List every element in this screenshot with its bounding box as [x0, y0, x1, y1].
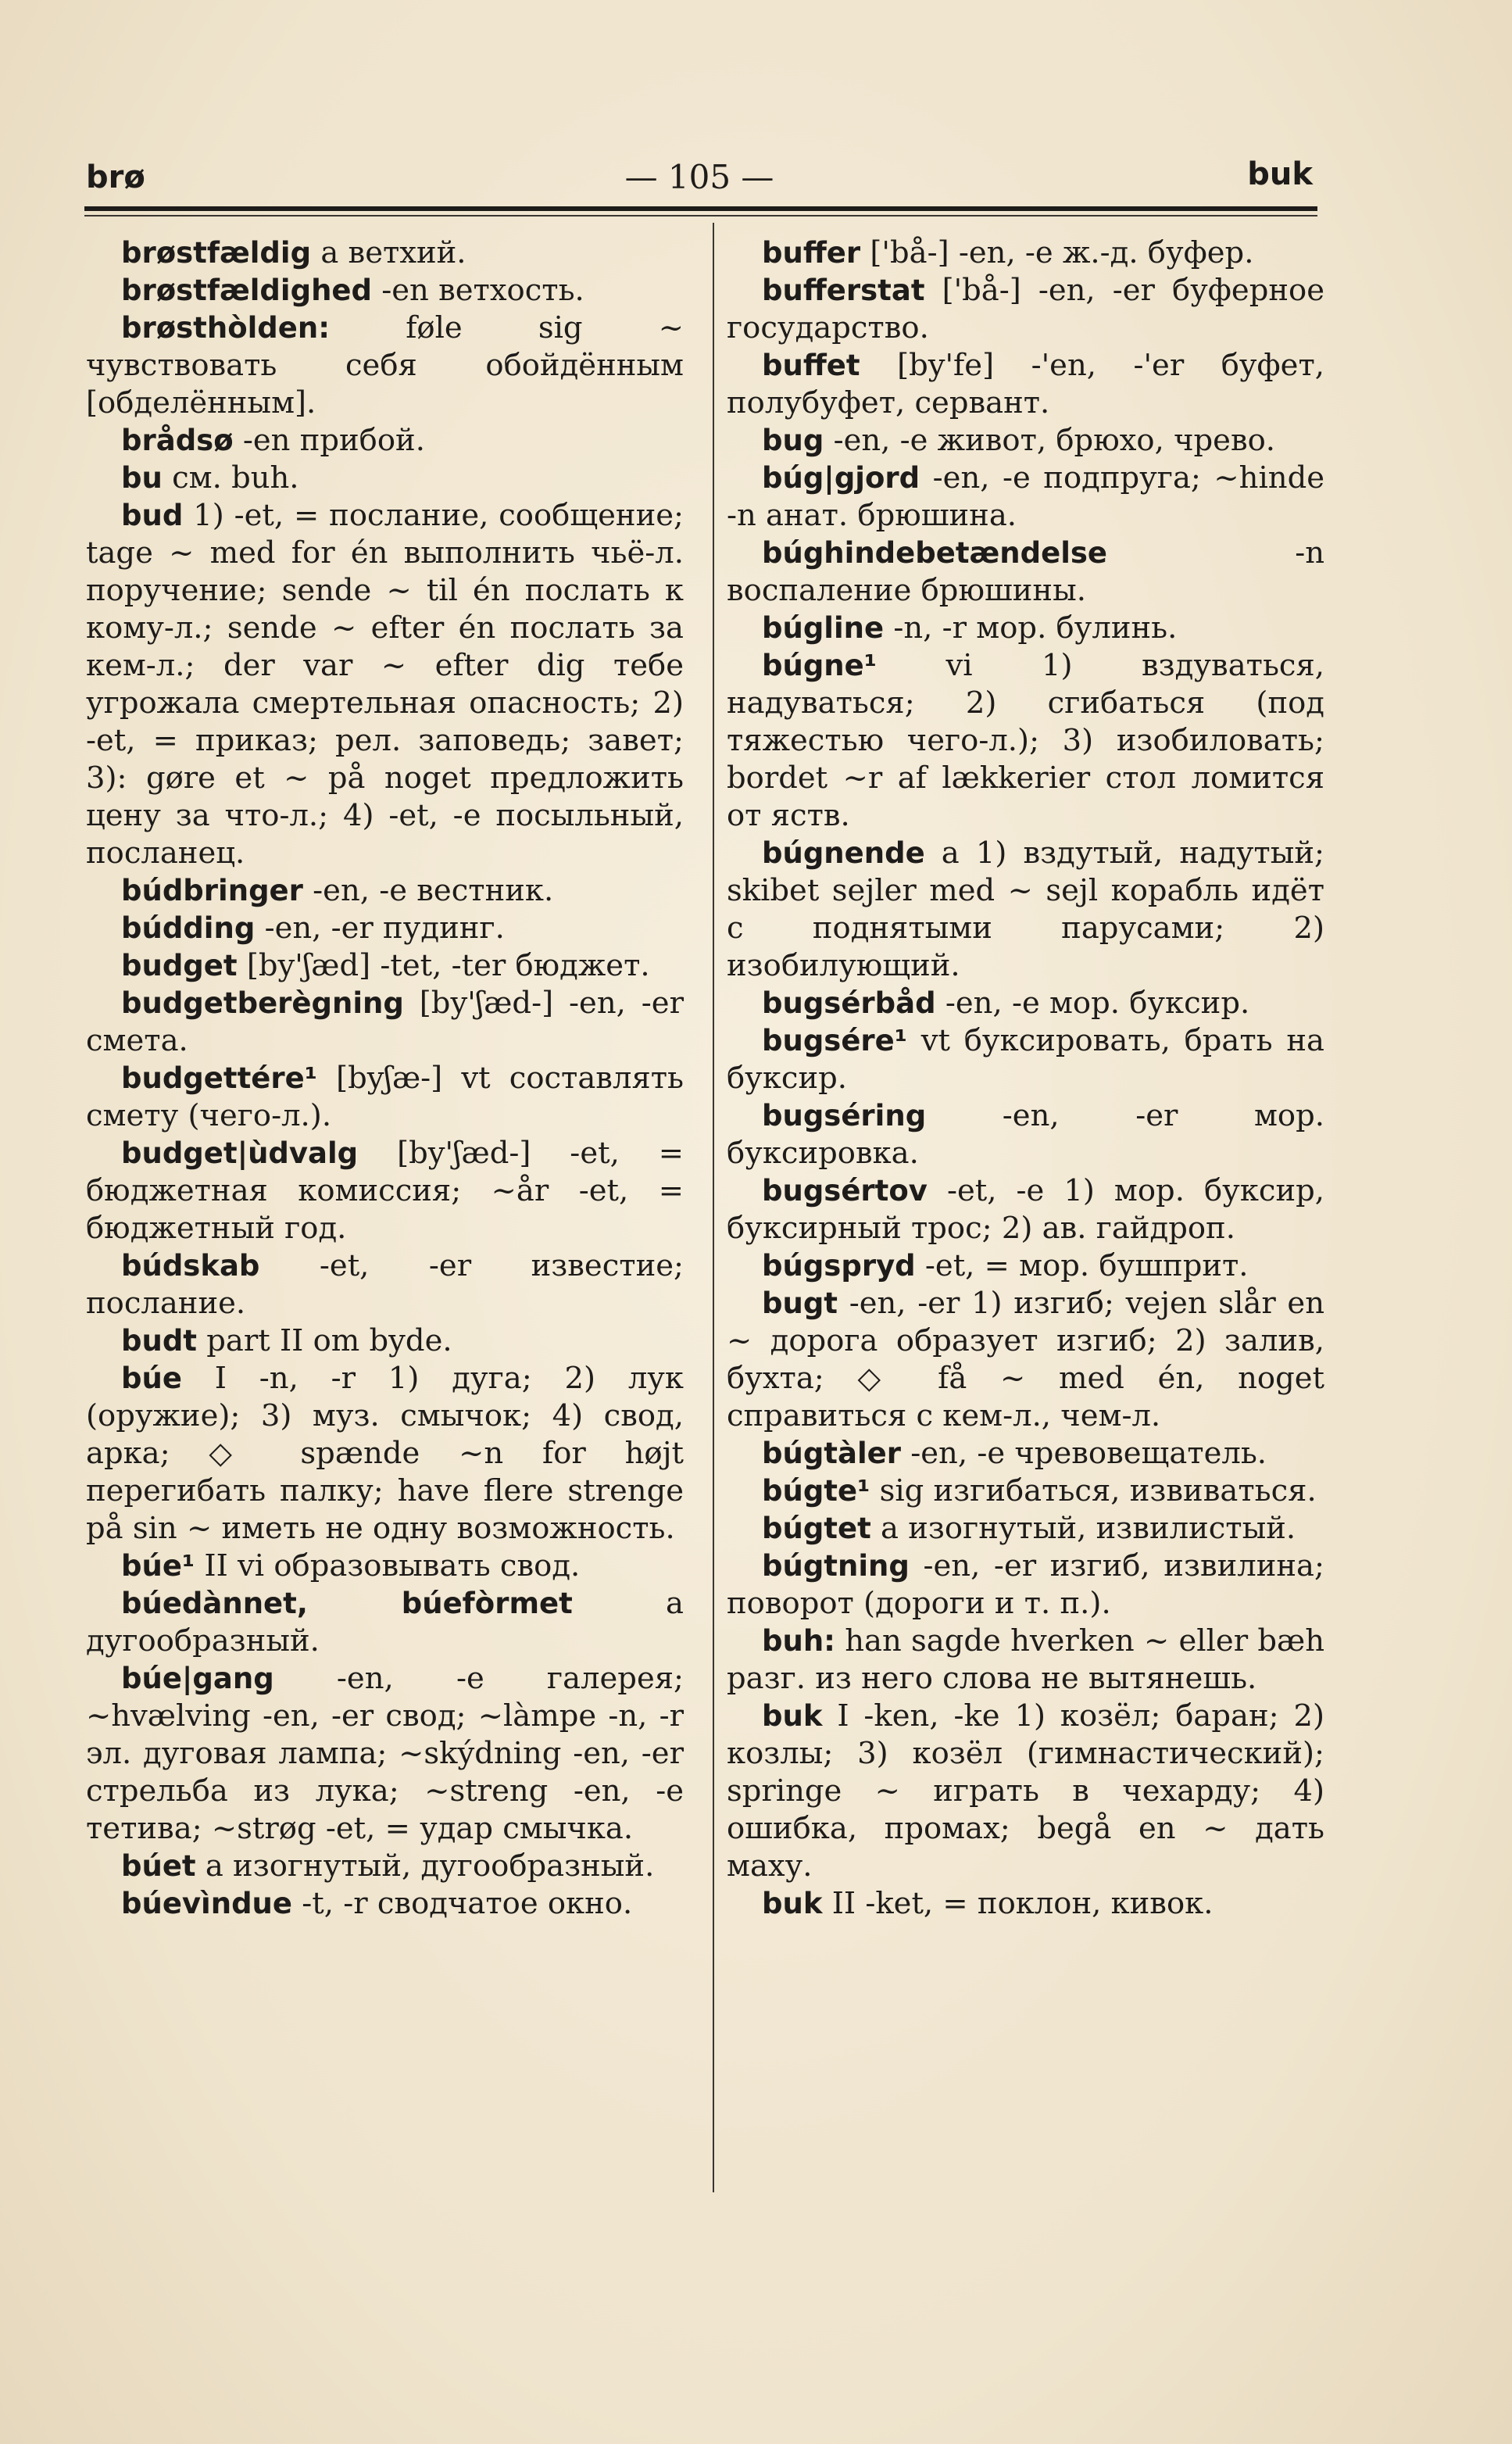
- entry-headword: búgte¹: [762, 1474, 870, 1508]
- entry-definition: -n воспаление брюшины.: [727, 535, 1324, 608]
- dictionary-entry: [727, 347, 1324, 422]
- entry-headword: buk: [762, 1887, 823, 1920]
- entry-headword: brådsø: [121, 424, 234, 457]
- dictionary-entry: [86, 1585, 684, 1660]
- entry-headword: bugt: [762, 1286, 838, 1320]
- entry-definition: a ветхий.: [320, 235, 466, 270]
- dictionary-entry: [86, 272, 684, 310]
- dictionary-entry: [86, 310, 684, 422]
- header-right-guide-word: buk: [1247, 156, 1313, 192]
- dictionary-entry: [727, 1698, 1324, 1885]
- header-rule-thin: [84, 215, 1317, 216]
- dictionary-entry: [86, 1135, 684, 1247]
- dictionary-entry: [727, 1472, 1324, 1510]
- entry-headword: búedànnet, búefòrmet: [121, 1587, 573, 1620]
- entry-definition: ['bå-] -en, -e ж.-д. буфер.: [870, 235, 1254, 270]
- column-divider: [713, 223, 714, 2192]
- entry-headword: bufferstat: [762, 274, 925, 307]
- entry-definition: -et, -er известие; послание.: [86, 1248, 684, 1321]
- entry-headword: brøstfældighed: [121, 274, 372, 307]
- entry-definition: føle sig ~ чувствовать себя обойдённым [обделённым].: [86, 310, 684, 420]
- entry-headword: búdskab: [121, 1249, 260, 1283]
- entry-definition: -en, -e галерея; ~hvælving -en, -er свод; ~làmpe -n, -r эл. дуговая лампа; ~skýdning -en, -er стрельба из лука; ~streng -en, -e тетива; ~strøg -et, = удар смычка.: [86, 1661, 684, 1846]
- entry-definition: -en ветхость.: [381, 273, 584, 308]
- entry-headword: budt: [121, 1324, 197, 1358]
- entry-headword: buffer: [762, 236, 861, 270]
- page-number: — 105 —: [624, 158, 774, 196]
- entry-headword: búet: [121, 1849, 196, 1883]
- entry-headword: búdbringer: [121, 874, 303, 907]
- left-column: [86, 234, 684, 1923]
- entry-definition: -en, -e живот, брюхо, чрево.: [833, 423, 1276, 458]
- entry-definition: [by'ʃæd-] -en, -er смета.: [86, 986, 684, 1058]
- entry-headword: budgetberègning: [121, 986, 404, 1020]
- entry-definition: ['bå-] -en, -er буферное государство.: [727, 273, 1324, 345]
- dictionary-entry: [727, 610, 1324, 647]
- dictionary-entry: [727, 1548, 1324, 1623]
- dictionary-entry: [727, 1172, 1324, 1247]
- dictionary-entry: [727, 985, 1324, 1022]
- entry-definition: vi 1) вздуваться, надуваться; 2) сгибаться (под тяжестью чего-л.); 3) изобиловать; bordet ~r af lækkerier стол ломится от яств.: [727, 648, 1324, 833]
- entry-headword: búgtning: [762, 1549, 910, 1583]
- entry-headword: búe|gang: [121, 1662, 274, 1695]
- entry-headword: bug: [762, 424, 824, 457]
- entry-definition: sig изгибаться, извиваться.: [879, 1473, 1317, 1508]
- dictionary-entry: [86, 234, 684, 272]
- entry-headword: bud: [121, 499, 184, 532]
- entry-definition: vt буксировать, брать на буксир.: [727, 1023, 1324, 1096]
- dictionary-entry: [86, 910, 684, 947]
- entry-headword: buh:: [762, 1624, 835, 1658]
- dictionary-entry: [727, 1247, 1324, 1285]
- entry-definition: a 1) вздутый, надутый; skibet sejler med ~ sejl корабль идёт с поднятыми парусами; 2) изобилующий.: [727, 836, 1324, 983]
- entry-definition: -en, -e мор. буксир.: [945, 986, 1250, 1021]
- entry-headword: búevìndue: [121, 1887, 292, 1920]
- dictionary-entry: [727, 1510, 1324, 1548]
- dictionary-entry: [86, 947, 684, 985]
- entry-headword: búgline: [762, 611, 885, 645]
- entry-definition: -t, -r сводчатое окно.: [302, 1886, 633, 1921]
- entry-headword: brøstfældig: [121, 236, 312, 270]
- dictionary-entry: [727, 1022, 1324, 1097]
- dictionary-entry: [86, 1060, 684, 1135]
- dictionary-entry: [86, 460, 684, 497]
- entry-headword: bugsére¹: [762, 1024, 907, 1057]
- dictionary-entry: [86, 1885, 684, 1923]
- entry-definition: a изогнутый, извилистый.: [881, 1511, 1296, 1546]
- entry-definition: 1) -et, = послание, сообщение; tage ~ med for én выполнить чьё-л. поручение; sende ~ til én послать к кому-л.; sende ~ efter én послать за кем-л.; der var ~ efter dig тебе угрожала смертельная опасность; 2) -et, = приказ; рел. заповедь; завет; 3): gøre et ~ på noget предложить цену за что-л.; 4) -et, -e посыльный, посланец.: [86, 498, 684, 871]
- entry-headword: brøsthòlden:: [121, 311, 331, 345]
- entry-headword: búe¹: [121, 1549, 195, 1583]
- entry-definition: I -ken, -ke 1) козёл; баран; 2) козлы; 3) козёл (гимнастический); springe ~ играть в чехарду; 4) ошибка, промах; begå en ~ дать маху.: [727, 1698, 1324, 1884]
- entry-headword: búdding: [121, 911, 256, 945]
- dictionary-entry: [86, 1322, 684, 1360]
- entry-definition: [by'fe] -'en, -'er буфет, полубуфет, сервант.: [727, 348, 1324, 420]
- dictionary-entry: [86, 422, 684, 460]
- entry-headword: buffet: [762, 349, 860, 382]
- entry-definition: a дугообразный.: [86, 1586, 684, 1659]
- dictionary-entry: [727, 1885, 1324, 1923]
- entry-definition: [by'ʃæd] -tet, -ter бюджет.: [246, 948, 650, 983]
- dictionary-entry: [86, 497, 684, 872]
- entry-headword: búgtàler: [762, 1437, 901, 1470]
- dictionary-entry: [86, 1660, 684, 1848]
- dictionary-entry: [727, 272, 1324, 347]
- entry-definition: a изогнутый, дугообразный.: [205, 1848, 655, 1884]
- dictionary-entry: [86, 1548, 684, 1585]
- page-header: [86, 155, 1313, 202]
- right-column: [727, 234, 1324, 1923]
- dictionary-entry: [727, 647, 1324, 835]
- entry-headword: bugsértov: [762, 1174, 928, 1208]
- entry-headword: búgne¹: [762, 649, 877, 682]
- entry-headword: bu: [121, 461, 163, 495]
- entry-headword: búgnende: [762, 836, 925, 870]
- dictionary-entry: [727, 1435, 1324, 1472]
- entry-definition: -en, -er изгиб, извилина; поворот (дороги и т. п.).: [727, 1548, 1324, 1621]
- entry-headword: búgtet: [762, 1512, 871, 1545]
- dictionary-entry: [727, 1623, 1324, 1698]
- entry-definition: han sagde hverken ~ eller bæh разг. из него слова не вытянешь.: [727, 1623, 1324, 1696]
- entry-definition: -en, -e чревовещатель.: [910, 1436, 1267, 1471]
- entry-definition: part II om byde.: [206, 1323, 452, 1358]
- entry-headword: budget: [121, 949, 238, 982]
- entry-definition: II vi образовывать свод.: [204, 1548, 581, 1583]
- dictionary-entry: [727, 1285, 1324, 1435]
- entry-headword: búgspryd: [762, 1249, 916, 1283]
- dictionary-entry: [727, 460, 1324, 535]
- entry-definition: II -ket, = поклон, кивок.: [831, 1886, 1214, 1921]
- dictionary-entry: [727, 234, 1324, 272]
- entry-definition: -en, -er мор. буксировка.: [727, 1098, 1324, 1171]
- dictionary-entry: [86, 872, 684, 910]
- entry-definition: см. buh.: [172, 460, 299, 496]
- dictionary-entry: [727, 835, 1324, 985]
- entry-headword: budget|ùdvalg: [121, 1136, 359, 1170]
- entry-definition: -et, = мор. бушприт.: [924, 1248, 1249, 1283]
- entry-headword: buk: [762, 1699, 823, 1733]
- dictionary-entry: [727, 535, 1324, 610]
- dictionary-entry: [86, 985, 684, 1060]
- header-rule-thick: [84, 206, 1317, 211]
- header-left-guide-word: brø: [86, 159, 145, 195]
- dictionary-entry: [86, 1360, 684, 1548]
- entry-headword: bugsérbåd: [762, 986, 936, 1020]
- entry-definition: -en, -er пудинг.: [264, 911, 505, 946]
- entry-headword: búe: [121, 1362, 182, 1395]
- entry-definition: -et, -e 1) мор. буксир, буксирный трос; 2) ав. гайдроп.: [727, 1173, 1324, 1246]
- entry-definition: [byʃæ-] vt составлять смету (чего-л.).: [86, 1061, 684, 1133]
- entry-definition: -en, -e подпруга; ~hinde -n анат. брюшина.: [727, 460, 1324, 533]
- entry-headword: búghindebetændelse: [762, 536, 1108, 570]
- entry-definition: -en, -e вестник.: [313, 873, 554, 908]
- entry-headword: budgettére¹: [121, 1061, 317, 1095]
- dictionary-entry: [727, 422, 1324, 460]
- entry-definition: -en прибой.: [242, 423, 425, 458]
- entry-definition: [by'ʃæd-] -et, = бюджетная комиссия; ~år -et, = бюджетный год.: [86, 1136, 684, 1246]
- entry-definition: -en, -er 1) изгиб; vejen slår en ~ дорога образует изгиб; 2) залив, бухта; ◇ få ~ med én, noget справиться с кем-л., чем-л.: [727, 1286, 1324, 1433]
- dictionary-entry: [86, 1247, 684, 1322]
- dictionary-entry: [727, 1097, 1324, 1172]
- entry-headword: búg|gjord: [762, 461, 920, 495]
- entry-definition: I -n, -r 1) дуга; 2) лук (оружие); 3) муз. смычок; 4) свод, арка; ◇ spænde ~n for højt перегибать палку; have flere strenge på sin ~ иметь не одну возможность.: [86, 1361, 684, 1546]
- entry-definition: -n, -r мор. булинь.: [893, 610, 1178, 646]
- entry-headword: bugséring: [762, 1099, 927, 1133]
- dictionary-entry: [86, 1848, 684, 1885]
